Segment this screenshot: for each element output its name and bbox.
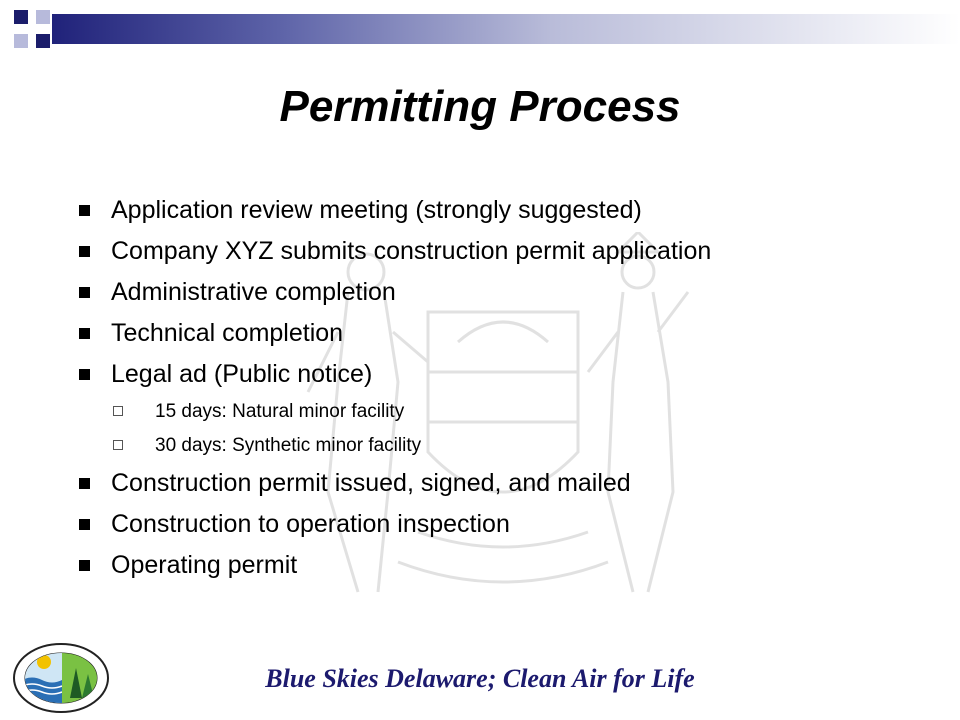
square-bullet-icon <box>79 560 90 571</box>
bullet-item <box>77 231 937 272</box>
bullet-item <box>77 272 937 313</box>
sub-bullet-item <box>77 395 937 429</box>
bullet-text: Legal ad (Public notice) <box>111 360 373 388</box>
bullet-item <box>77 545 937 586</box>
square-bullet-icon <box>79 205 90 216</box>
bullet-text: Technical completion <box>111 319 344 347</box>
decor-square <box>14 34 28 48</box>
decor-square <box>36 10 50 24</box>
bullet-text: Administrative completion <box>111 278 396 306</box>
decor-square <box>36 34 50 48</box>
square-bullet-icon <box>79 478 90 489</box>
footer-tagline: Blue Skies Delaware; Clean Air for Life <box>265 664 695 693</box>
bullet-list <box>77 190 937 586</box>
sub-bullet-item <box>77 429 937 463</box>
bullet-item <box>77 463 937 504</box>
square-bullet-icon <box>79 287 90 298</box>
square-bullet-icon <box>79 246 90 257</box>
bullet-text: Application review meeting (strongly suggested) <box>111 196 642 224</box>
bullet-text: Construction permit issued, signed, and mailed <box>111 469 631 497</box>
bullet-text: Company XYZ submits construction permit application <box>111 237 712 265</box>
hollow-square-bullet-icon <box>113 406 123 416</box>
hollow-square-bullet-icon <box>113 440 123 450</box>
dnrec-logo <box>12 642 110 714</box>
square-bullet-icon <box>79 519 90 530</box>
bullet-text: Operating permit <box>111 551 298 579</box>
bullet-text: Construction to operation inspection <box>111 510 510 538</box>
sub-bullet-text: 30 days: Synthetic minor facility <box>155 435 422 456</box>
sub-bullet-text: 15 days: Natural minor facility <box>155 401 405 422</box>
bullet-item <box>77 190 937 231</box>
bullet-item <box>77 504 937 545</box>
slide-title: Permitting Process <box>279 82 681 131</box>
square-bullet-icon <box>79 328 90 339</box>
square-bullet-icon <box>79 369 90 380</box>
bullet-item <box>77 354 937 395</box>
decor-square <box>14 10 28 24</box>
header-gradient-bar <box>52 14 960 44</box>
bullet-item <box>77 313 937 354</box>
